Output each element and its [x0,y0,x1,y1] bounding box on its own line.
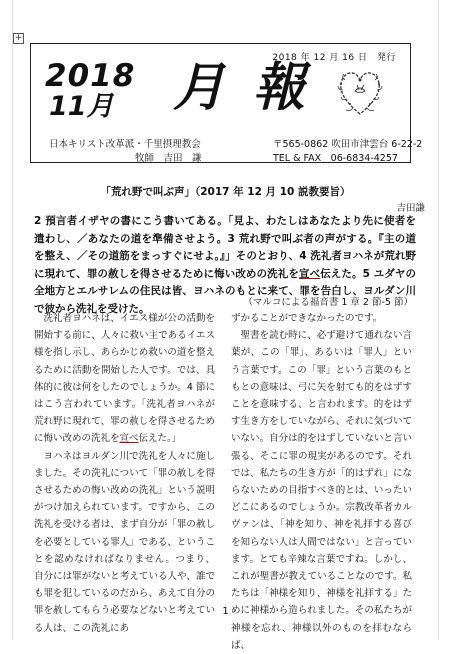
newsletter-header [30,43,423,164]
church-phone: TEL & FAX 06-6834-4257 [273,153,398,164]
body-column-left [34,310,215,637]
issue-month: 11月 [49,91,114,122]
body-text: 伝えた。」 [138,433,182,445]
page-margin-right [438,0,439,640]
body-paragraph: 聖書を読む時に、必ず避けて通れない言葉が、この「罪」、あるいは「罪人」という言葉です。この「罪」という言葉のもともとの意味は、弓に矢を射ても的をはずすことを意味する、と言われます。的をはずす生き方をしていながら、それに気づいていない。自分は的をはずしていないと言い張る、そこに罪の現実があるのです。それでは、私たちの生き方が「的はずれ」にならないための目指すべき的とは、いったいどこにあるのでしょうか。宗教改革者カルヴァンは、「神を知り、神を礼拝する喜びを知らない人は人間ではない」と言っています。とても辛辣な言葉ですね。しかし、これが聖書が教えていることなのです。私たちは「神様を知り、神様を礼拝する」ために神様から造られました。その私たちが神様を忘れ、神様以外のものを拝むならば、 [231,330,412,651]
newsletter-title-char-2: 報 [253,57,306,118]
body-paragraph [34,310,215,448]
page-number: 1 [222,606,229,617]
newsletter-title-char-1: 月 [173,57,226,118]
scripture-text-part-1: 2 預言者イザヤの書にこう書いてある。「見よ、わたしはあなたより先に使者を遣わし、／あなたの道を準備させよう。3 荒れ野で叫ぶ者の声がする。『主の道を整え、／その道筋をまっすぐにせよ。』」そのとおり、4 洗礼者ヨハネが荒れ野に現れて、罪の赦しを得させるために悔い改めの洗礼を [34,215,416,280]
sermon-title: 「荒れ野で叫ぶ声」（2017 年 12 月 10 説教要旨） [100,186,351,198]
church-address: 〒565-0862 吹田市津雲台 6-22-2 [273,139,423,150]
issue-date: 2018 年 12 月 16 日 発行 [272,53,396,63]
page-margin-left [12,0,13,640]
pastor-name: 牧師 吉田 謙 [135,153,202,164]
sermon-author: 吉田謙 [396,203,425,214]
body-marked-word: 宣べ [119,433,139,445]
issue-year: 2018 [45,58,136,94]
body-paragraph: ヨハネはヨルダン川で洗礼を人々に施しました。その洗礼について「罪の赦しを得させるための悔い改めの洗礼」という説明がつけ加えられています。ですから、この洗礼を受ける者は、まず自分が「罪の赦しを必要としている罪人」である、ということを認めなければなりません。つまり、自分には罪がないと考えている人や、誰でも罪を犯しているのだから、あえて自分の罪を赦してもらう必要などないと考えている人は、この洗礼にあ [34,450,215,634]
scripture-marked-word: 宣べ [298,267,321,280]
church-name: 日本キリスト改革派・千里摂理教会 [49,139,201,150]
heart-wreath-icon [335,66,385,118]
table-move-handle-icon[interactable]: + [14,33,23,43]
scripture-citation: （マルコによる福音書 1 章 2 節-5 節） [243,297,413,308]
body-text: 洗礼者ヨハネは、イエス様が公の活動を開始する前に、人々に救い主であるイエス様を指し示し、あらかじめ救いの道を整えるために活動を開始した人です。では、具体的に彼は何をしたのでしょうか。4 節にはこう言われています。「洗礼者ヨハネが荒れ野に現れて、罪の赦しを得させるために悔い改めの洗礼を [34,313,215,445]
body-column-right [231,310,412,654]
body-paragraph: ずかることができなかったのです。 [231,313,383,324]
scripture-text-part-2: 伝えた。5 ユダヤの全地方とエルサレムの住民は皆、ヨハネのもとに来て、罪を告白し、ヨルダン川で彼から洗礼を受けた。 [34,267,417,315]
